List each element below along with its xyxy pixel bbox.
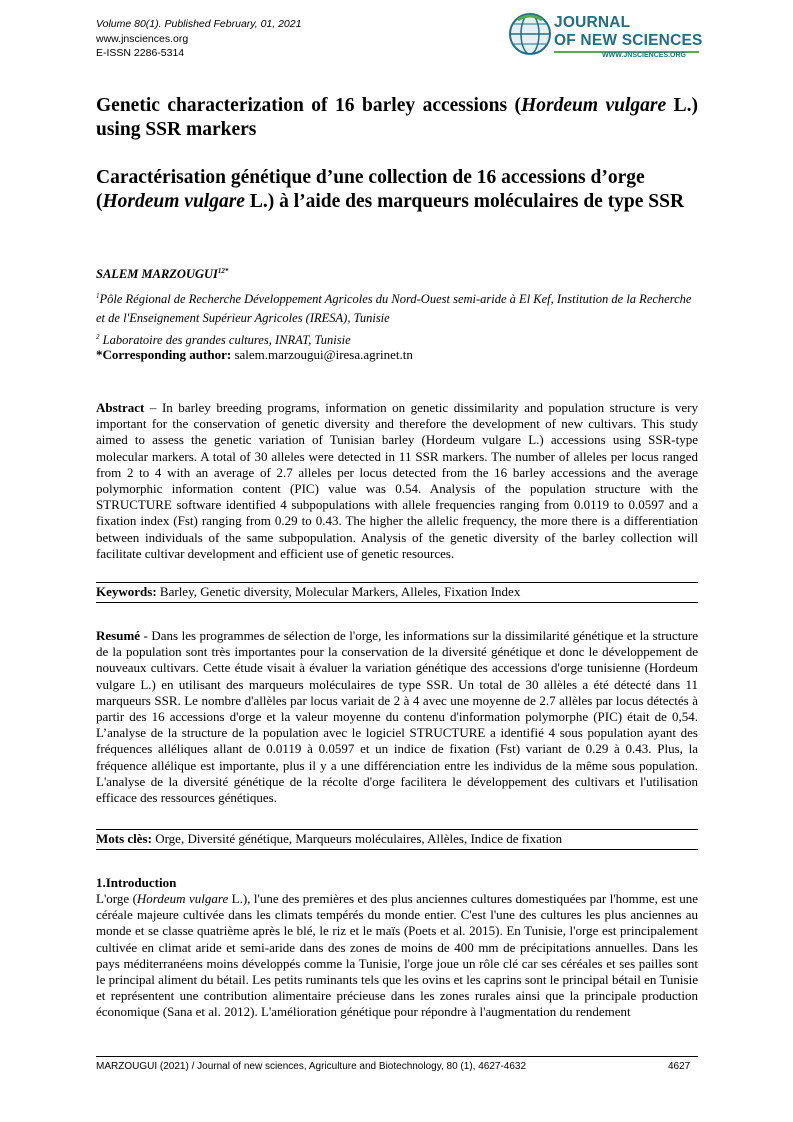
- affiliation-2-text: Laboratoire des grandes cultures, INRAT, Tunisie: [99, 333, 351, 348]
- logo-line1: JOURNAL: [554, 14, 631, 31]
- title-fr-species: Hordeum vulgare: [102, 191, 245, 212]
- title-en-species: Hordeum vulgare: [521, 95, 667, 116]
- title-french: [96, 166, 698, 214]
- author-superscript: 12*: [217, 267, 229, 275]
- corresponding-author: [96, 347, 413, 363]
- resume-text: - Dans les programmes de sélection de l'orge, les informations sur la dissimilarité génétique et la structure de la population sont très importantes pour la conservation de la diversité génétique et donc le développement de nouveaux cultivars. Cette étude visait à évaluer la variation génétique des accessions d'orge tunisienne (Hordeum vulgare L.) en utilisant des marqueurs moléculaires de type SSR. Un total de 30 allèles a été détecté dans 11 marqueurs SSR. Le nombre d'allèles par locus variait de 2 à 4 avec une moyenne de 2.7 allèles par locus détectés à partir des 16 accessions d'orge et la valeur moyenne du contenu d'information polymorphe (PIC) était de 0,54. L’analyse de la structure de la population avec le logiciel STRUCTURE a identifié 4 sous population ayant des fréquences alléliques allant de 0.0119 à 0.0597 et un indice de fixation (Fst) variant de 0.29 à 0.43. Plus, la fréquence allélique est importante, plus il y a une différenciation entre les individus de la même sous population. L'analyse de la diversité génétique de la récolte d'orge facilitera le développement des cultivars et l'utilisation efficace des ressources génétiques.: [96, 628, 698, 806]
- footer-divider: [96, 1056, 698, 1057]
- abstract-label: Abstract: [96, 400, 145, 415]
- mots-cles-text: Orge, Diversité génétique, Marqueurs moléculaires, Allèles, Indice de fixation: [151, 831, 563, 846]
- mots-cles-box: [96, 829, 698, 850]
- title-fr-part2: L.) à l’aide des marqueurs moléculaires de type SSR: [244, 191, 685, 212]
- volume-info: Volume 80(1). Published February, 01, 2021: [96, 18, 302, 30]
- affiliation-2-sup: 2: [96, 333, 100, 342]
- affiliation-1-text: Pôle Régional de Recherche Développement Agricoles du Nord-Ouest semi-aride à El Kef, Institution de la Recherche et de l'Enseignement Supérieur Agricoles (IRESA), Tunisie: [96, 292, 692, 326]
- affiliations: [96, 287, 701, 350]
- mots-cles-label: Mots clès:: [96, 831, 152, 846]
- title-en-part2: L.) using SSR markers: [96, 95, 699, 140]
- page-number: 4627: [668, 1061, 691, 1072]
- author-text: SALEM MARZOUGUI: [96, 267, 218, 282]
- globe-icon: [508, 12, 552, 56]
- resume-label: Resumé: [96, 628, 141, 643]
- title-english: [96, 94, 698, 142]
- title-en-part1: Genetic characterization of 16 barley accessions (: [96, 95, 522, 116]
- journal-header: [96, 17, 301, 61]
- keywords-label: Keywords:: [96, 584, 157, 599]
- footer-citation: MARZOUGUI (2021) / Journal of new sciences, Agriculture and Biotechnology, 80 (1), 4627-4632: [96, 1061, 527, 1072]
- affiliation-1: [96, 287, 701, 328]
- author-name: [96, 267, 228, 282]
- affiliation-1-sup: 1: [96, 292, 100, 300]
- journal-website: www.jnsciences.org: [96, 32, 189, 45]
- intro-start: L'orge (: [96, 891, 137, 906]
- abstract-text: – In barley breeding programs, information on genetic dissimilarity and population structure is very important for the conservation of genetic diversity and therefore the development of new cultivars. This study aimed to assess the genetic variation of Tunisian barley (Hordeum vulgare L.) accessions using SSR-type molecular markers. A total of 30 alleles were detected in 11 SSR markers. The number of alleles per locus ranged from 2 to 4 with an average of 2.7 alleles per locus detected from the 16 barley accessions and the average polymorphic information content (PIC) value was 0.54. Analysis of the population structure with the STRUCTURE software identified 4 subpopulations with allele frequencies ranging from 0.0119 to 0.0597 and a fixation index (Fst) ranging from 0.29 to 0.43. The higher the allelic frequency, the more there is a differentiation between individuals of the same subpopulation. Analysis of the genetic diversity of the barley collection will facilitate cultivar development and efficient use of genetic resources.: [96, 400, 698, 561]
- logo-url: WWW.JNSCIENCES.ORG: [602, 52, 687, 59]
- issn: E-ISSN 2286-5314: [96, 47, 185, 59]
- resume-paragraph: [96, 628, 698, 806]
- title-fr-part1: Caractérisation génétique d’une collection de 16 accessions d’orge (: [96, 167, 645, 212]
- introduction-heading: 1.Introduction: [96, 875, 177, 890]
- corresponding-label: *Corresponding author:: [96, 347, 232, 362]
- introduction-paragraph: [96, 891, 698, 1021]
- intro-text: L.), l'une des premières et des plus anciennes cultures domestiquées par l'homme, est une céréale majeure cultivée dans les climats tempérés du monde entier. C'est l'une des cultures les plus anciennes au monde et se classe quatrième après le blé, le riz et le maïs (Poets et al. 2015). En Tunisie, l'orge est principalement cultivée en climat aride et semi-aride dans des zones de moins de 400 mm de précipitations annuelles. Dans les pays méditerranéens moins développés comme la Tunisie, l'orge joue un rôle clé car ses céréales et ses pailles sont le principal aliment du bétail. Les petits ruminants tels que les ovins et les caprins sont le principal bétail en Tunisie et représentent une contribution alimentaire précieuse dans les zones rurales ainsi que la principale production économique (Sana et al. 2012). L'amélioration génétique pour répondre à l'augmentation du rendement: [96, 891, 698, 1020]
- logo-line2: OF NEW SCIENCES: [554, 32, 703, 49]
- keywords-box: [96, 582, 698, 603]
- keywords-text: Barley, Genetic diversity, Molecular Markers, Alleles, Fixation Index: [156, 584, 521, 599]
- intro-species: Hordeum vulgare: [136, 891, 229, 906]
- corresponding-email[interactable]: salem.marzougui@iresa.agrinet.tn: [231, 347, 413, 362]
- journal-logo: [506, 10, 702, 68]
- abstract-paragraph: [96, 400, 698, 562]
